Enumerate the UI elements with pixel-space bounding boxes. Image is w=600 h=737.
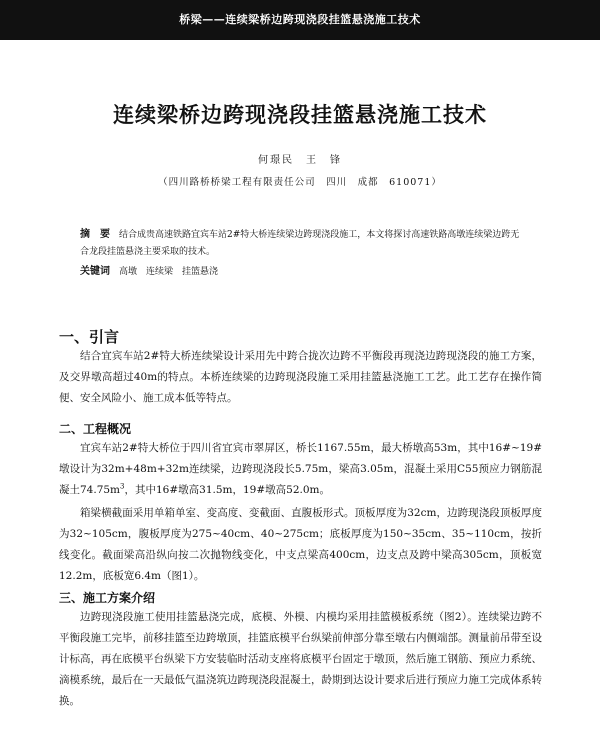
- section-3-paragraph: 边跨现浇段施工使用挂篮悬浇完成，底模、外模、内模均采用挂篮模板系统（图2）。连续梁边跨不平衡段施工完毕，前移挂篮至边跨墩顶，挂篮底模平台纵梁前伸部分靠至墩右内侧端部。测量前吊带至设计标高，再在底模平台纵梁下方安装临时活动支座将底模平台固定于墩顶，然后施工钢筋、预应力系统、滴模系统，最后在一天最低气温浇筑边跨现浇段混凝土，龄期到达设计要求后进行预应力施工完成体系转换。: [59, 611, 542, 707]
- section-2-heading: 二、工程概况: [59, 422, 132, 436]
- keywords-label: 关键词: [80, 266, 110, 277]
- s2-p1-text-a: 宜宾车站2#特大桥位于四川省宜宾市翠屏区，桥长1167.55m，最大桥墩高53m，其中16#~19#墩设计为32m+48m+32m连续梁，边跨现浇段长5.75m，梁高3.05m，混凝土采用C55预应力钢筋混凝土74.75m: [59, 442, 542, 496]
- abstract-label: 摘 要: [80, 229, 110, 240]
- section-1-heading: 一、引言: [59, 328, 120, 346]
- keywords: [80, 262, 520, 277]
- section-2-paragraph-2: 箱梁横截面采用单箱单室、变高度、变截面、直腹板形式。顶板厚度为32cm，边跨现浇段顶板厚度为32~105cm，腹板厚度为275~40cm、40~275cm；底板厚度为150~35cm、35~110cm，按折线变化。截面梁高沿纵向按二次抛物线变化，中支点梁高400cm，边支点及跨中梁高305cm，顶板宽12.2m，底板宽6.4m（图1）。: [59, 507, 542, 582]
- s2-p1-text-b: ，其中16#墩高31.5m，19#墩高52.0m。: [124, 484, 330, 496]
- authors: 何璟民 王 锋: [258, 155, 342, 166]
- running-header: [0, 0, 600, 40]
- keywords-text: 高墩 连续梁 挂篮悬浇: [119, 267, 219, 277]
- running-title: 桥梁——连续梁桥边跨现浇段挂篮悬浇施工技术: [179, 13, 421, 26]
- affiliation: （四川路桥桥梁工程有限责任公司 四川 成都 610071）: [158, 177, 442, 188]
- section-3-heading: 三、施工方案介绍: [59, 591, 156, 605]
- section-2-paragraph-1: [59, 438, 542, 501]
- section-1-paragraph: 结合宜宾车站2#特大桥连续梁设计采用先中跨合拢次边跨不平衡段再现浇边跨现浇段的施工方案，及交界墩高超过40m的特点。本桥连续梁的边跨现浇段施工采用挂篮悬浇施工工艺。此工艺存在操作简便、安全风险小、施工成本低等特点。: [59, 350, 542, 404]
- s2-p1-sup: 3: [120, 482, 125, 491]
- abstract: [80, 226, 520, 261]
- paper-title: 连续梁桥边跨现浇段挂篮悬浇施工技术: [113, 103, 487, 127]
- abstract-text: 结合成贵高速铁路宜宾车站2#特大桥连续梁边跨现浇段施工，本文将探讨高速铁路高墩连续梁边跨无合龙段挂篮悬浇主要采取的技术。: [80, 230, 520, 257]
